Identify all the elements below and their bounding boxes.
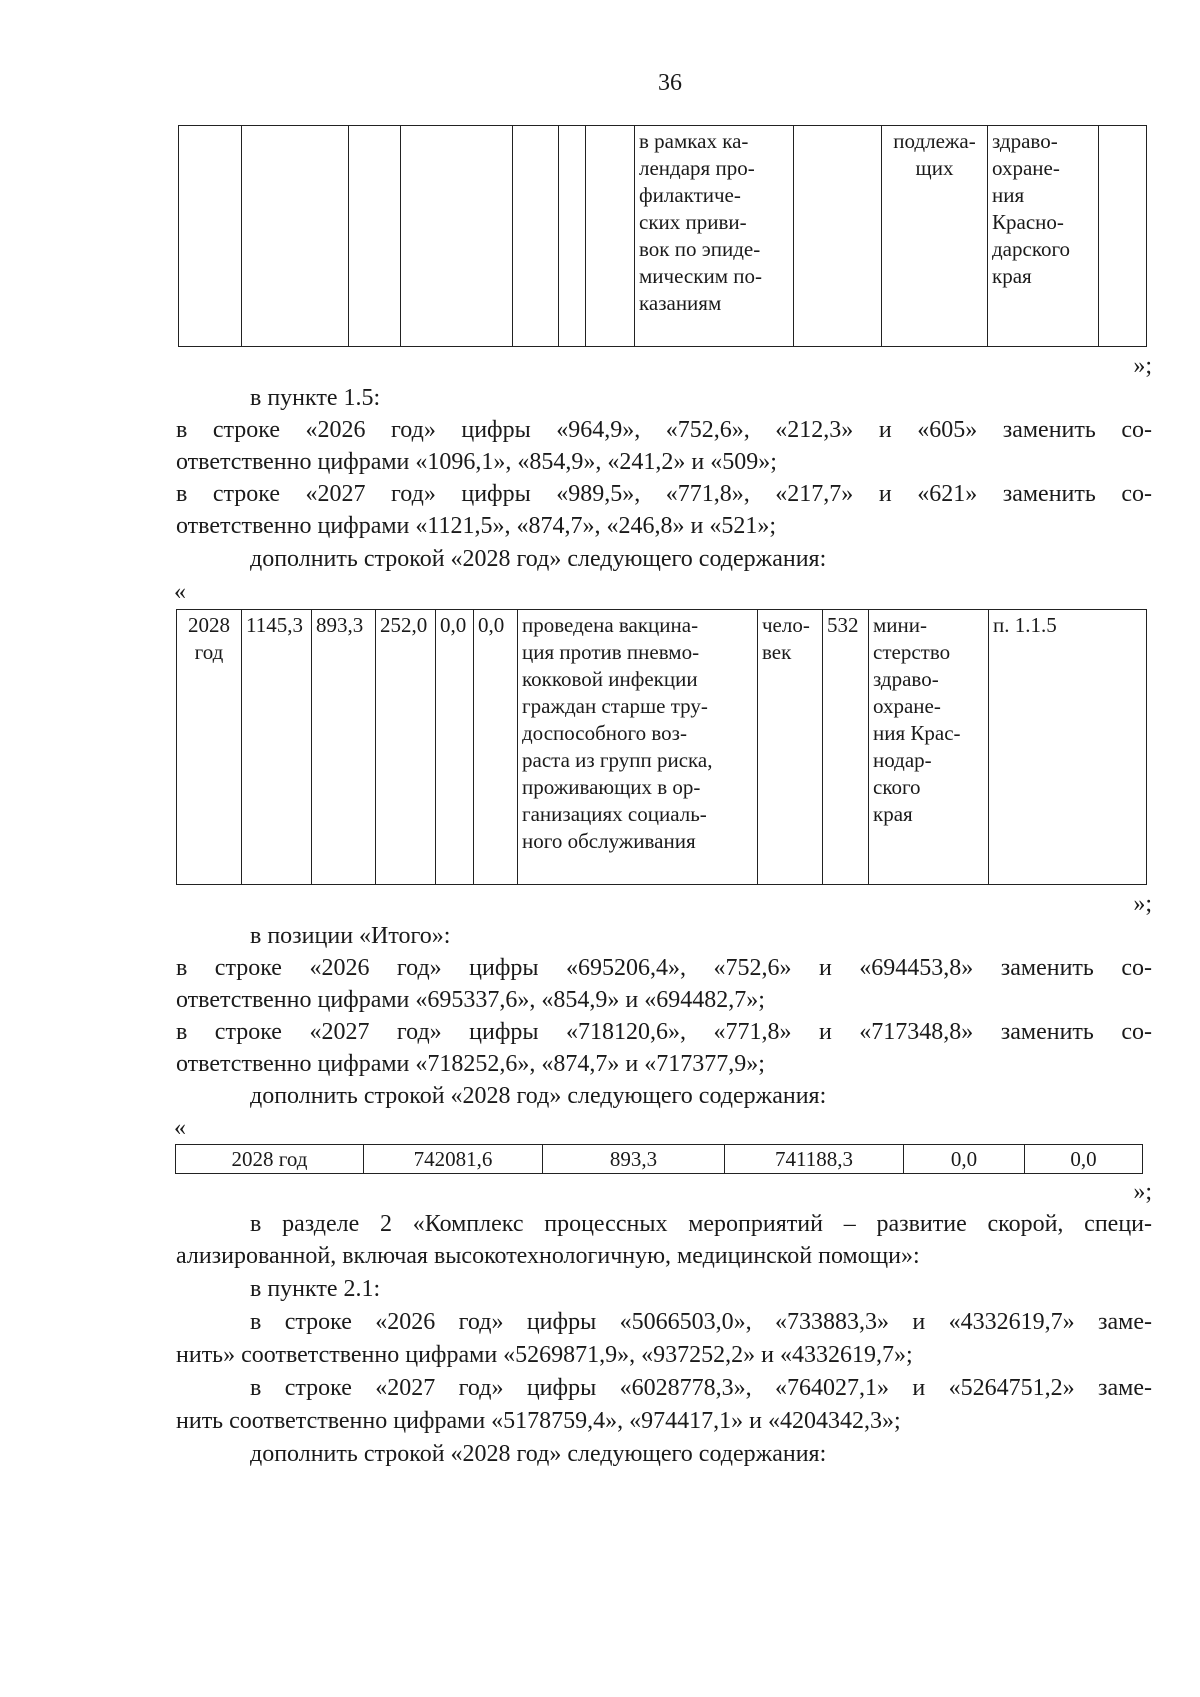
paragraph: ответственно цифрами «718252,6», «874,7» и «717377,9»; [176, 1051, 765, 1077]
table-cell [1099, 126, 1147, 347]
paragraph: в строке «2027 год» цифры «989,5», «771,8», «217,7» и «621» заменить со- [176, 481, 1152, 507]
table-cell [242, 126, 349, 347]
table-cell: 2028 год [176, 1145, 364, 1174]
table-cell-result: проведена вакцина- ция против пневмо- кокковой инфекции граждан старше тру- доспособного воз- раста из групп риска, проживающих в ор- ганизациях социаль- ного обслуживания [518, 610, 758, 885]
table-cell: 893,3 [543, 1145, 725, 1174]
table-row [177, 610, 1147, 885]
table-cell [794, 126, 882, 347]
paragraph: ответственно цифрами «695337,6», «854,9» и «694482,7»; [176, 987, 765, 1013]
paragraph: в строке «2027 год» цифры «6028778,3», «764027,1» и «5264751,2» заме- [250, 1375, 1152, 1401]
paragraph: в строке «2026 год» цифры «964,9», «752,6», «212,3» и «605» заменить со- [176, 417, 1152, 443]
paragraph: в разделе 2 «Комплекс процессных мероприятий – развитие скорой, специ- [250, 1211, 1152, 1237]
page-number: 36 [658, 70, 682, 96]
table-cell: 742081,6 [364, 1145, 543, 1174]
table-cell [513, 126, 559, 347]
paragraph: ализированной, включая высокотехнологичную, медицинской помощи»: [176, 1243, 920, 1269]
table-cell: здраво- охране- ния Красно- дарского края [988, 126, 1099, 347]
table-cell: в рамках ка- лендаря про- филактиче- ских приви- вок по эпиде- мическим по- казаниям [635, 126, 794, 347]
table-cell [349, 126, 401, 347]
paragraph: в позиции «Итого»: [250, 923, 451, 949]
table-cell: 0,0 [474, 610, 518, 885]
opening-quote: « [174, 1115, 186, 1141]
paragraph: в строке «2026 год» цифры «5066503,0», «733883,3» и «4332619,7» заме- [250, 1309, 1152, 1335]
table-cell [559, 126, 586, 347]
paragraph: ответственно цифрами «1096,1», «854,9», «241,2» и «509»; [176, 449, 777, 475]
table-cell: подлежа- щих [882, 126, 988, 347]
table-cell-ref: п. 1.1.5 [989, 610, 1147, 885]
table-2028-row [176, 609, 1147, 885]
paragraph: дополнить строкой «2028 год» следующего содержания: [250, 1083, 827, 1109]
table-cell: 1145,3 [242, 610, 312, 885]
paragraph: ответственно цифрами «1121,5», «874,7», «246,8» и «521»; [176, 513, 777, 539]
table-cell: 0,0 [1025, 1145, 1143, 1174]
paragraph: в строке «2027 год» цифры «718120,6», «771,8» и «717348,8» заменить со- [176, 1019, 1152, 1045]
closing-quote: »; [1133, 353, 1152, 379]
paragraph: в пункте 2.1: [250, 1276, 381, 1302]
table-total-2028 [175, 1144, 1143, 1174]
paragraph: дополнить строкой «2028 год» следующего содержания: [250, 1441, 827, 1467]
table-cell: 0,0 [904, 1145, 1025, 1174]
paragraph: в пункте 1.5: [250, 385, 381, 411]
opening-quote: « [174, 579, 186, 605]
closing-quote: »; [1133, 891, 1152, 917]
table-cell: 252,0 [376, 610, 436, 885]
table-cell [401, 126, 513, 347]
table-cell-year: 2028 год [177, 610, 242, 885]
table-cell: 893,3 [312, 610, 376, 885]
table-cell-responsible: мини- стерство здраво- охране- ния Крас- нодар- ского края [869, 610, 989, 885]
table-cell-unit: чело- век [758, 610, 823, 885]
closing-quote: »; [1133, 1179, 1152, 1205]
paragraph: нить» соответственно цифрами «5269871,9», «937252,2» и «4332619,7»; [176, 1342, 913, 1368]
paragraph: дополнить строкой «2028 год» следующего содержания: [250, 546, 827, 572]
table-row [176, 1145, 1143, 1174]
paragraph: в строке «2026 год» цифры «695206,4», «752,6» и «694453,8» заменить со- [176, 955, 1152, 981]
table-continuation [178, 125, 1147, 347]
table-row [179, 126, 1147, 347]
table-cell: 741188,3 [725, 1145, 904, 1174]
table-cell [586, 126, 635, 347]
table-cell-qty: 532 [823, 610, 869, 885]
table-cell [179, 126, 242, 347]
table-cell: 0,0 [436, 610, 474, 885]
paragraph: нить соответственно цифрами «5178759,4», «974417,1» и «4204342,3»; [176, 1408, 901, 1434]
